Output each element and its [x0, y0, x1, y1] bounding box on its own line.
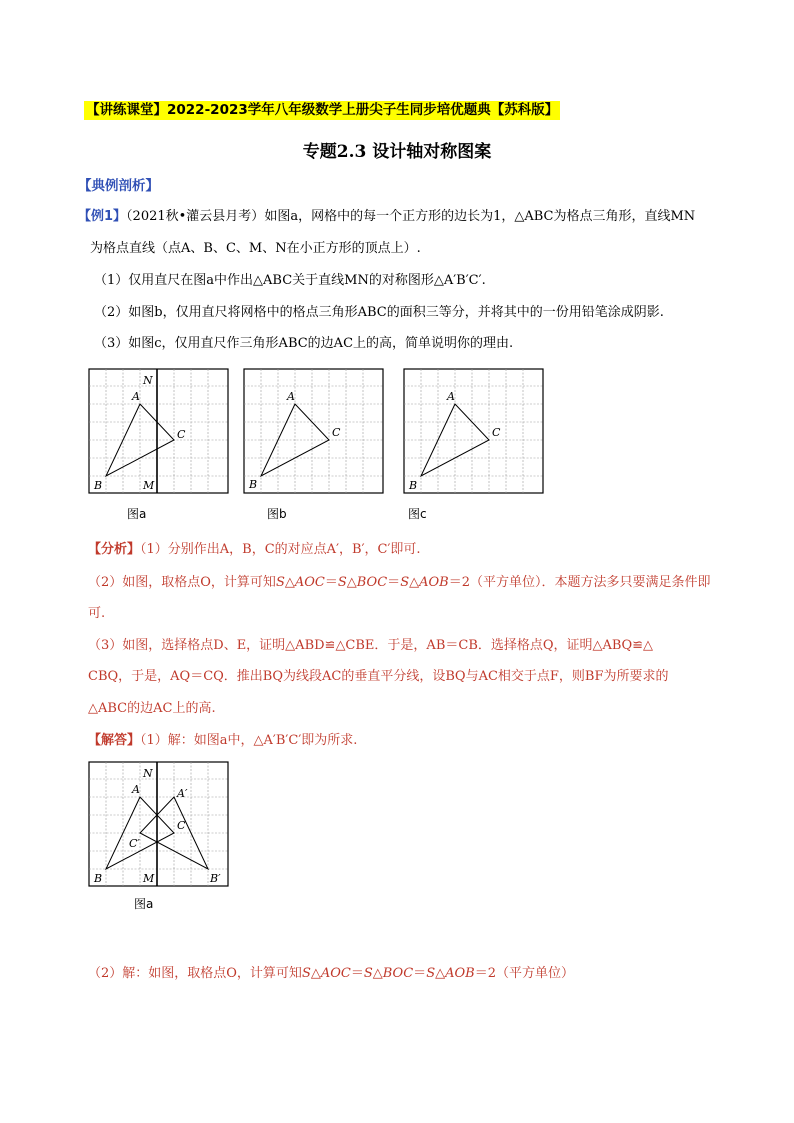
equals: ＝	[324, 575, 338, 590]
analysis-p3-line1: （3）如图，选择格点D、E，证明△ABD≌△CBE．于是，AB＝CB．选择格点Q，证明△ABQ≌△	[88, 638, 654, 653]
area-aoc: S△AOC	[275, 575, 325, 590]
solution-s2-suffix: ＝2（平方单位）	[474, 966, 574, 981]
equals: ＝	[387, 575, 401, 590]
label-a: A	[287, 390, 295, 403]
analysis-tag: 【分析】	[88, 542, 141, 557]
analysis-line1	[88, 538, 421, 557]
label-c-prime: C′	[129, 837, 140, 850]
analysis-p3-line2: CBQ，于是，AQ＝CQ．推出BQ为线段AC的垂直平分线，设BQ与AC相交于点F，则BF为所要求的	[88, 669, 669, 684]
figure-c	[403, 368, 545, 495]
label-c: C	[177, 819, 186, 832]
example-intro: 如图a，网格中的每一个正方形的边长为1，△ABC为格点三角形，直线MN	[264, 209, 696, 224]
area-aob: S△AOB	[400, 575, 449, 590]
label-b: B	[409, 479, 418, 492]
label-c: C	[177, 428, 186, 441]
section-heading: 【典例剖析】	[78, 178, 159, 194]
label-a: A	[132, 390, 140, 403]
label-b: B	[94, 479, 103, 492]
caption-a: 图a	[127, 507, 147, 521]
equals: ＝	[350, 966, 364, 981]
example-tag: 【例1】	[78, 209, 127, 224]
analysis-line2	[88, 571, 710, 590]
example-intro-line2: 为格点直线（点A、B、C、M、N在小正方形的顶点上）.	[90, 241, 421, 256]
label-m: M	[143, 479, 155, 492]
series-banner: 【讲练课堂】2022-2023学年八年级数学上册尖子生同步培优题典【苏科版】	[86, 102, 559, 118]
analysis-p3-line3: △ABC的边AC上的高.	[88, 701, 216, 716]
analysis-p1: （1）分别作出A，B，C的对应点A′，B′，C′即可.	[140, 542, 421, 557]
solution-s1: （1）解：如图a中，△A′B′C′即为所求.	[140, 733, 358, 748]
solution-line2	[88, 962, 574, 981]
label-m: M	[143, 872, 155, 885]
figure-b	[243, 368, 385, 495]
question-2: （2）如图b，仅用直尺将网格中的格点三角形ABC的面积三等分，并将其中的一份用铅笔涂成阴影.	[94, 305, 664, 320]
figure-a	[88, 368, 230, 495]
equals: ＝	[413, 966, 427, 981]
area-aoc: S△AOC	[301, 966, 351, 981]
analysis-p2-suffix: ＝2（平方单位）．本题方法多只要满足条件即	[448, 575, 711, 590]
label-n: N	[143, 374, 153, 387]
label-n: N	[143, 767, 153, 780]
page-title: 专题2.3 设计轴对称图案	[302, 142, 492, 162]
analysis-p2-end: 可.	[88, 606, 106, 621]
label-b: B	[94, 872, 103, 885]
label-a-prime: A′	[177, 787, 188, 800]
label-c: C	[332, 426, 341, 439]
solution-caption-a: 图a	[134, 897, 154, 911]
question-1: （1）仅用直尺在图a中作出△ABC关于直线MN的对称图形△A′B′C′.	[94, 273, 486, 288]
analysis-p2-prefix: （2）如图，取格点O，计算可知	[88, 575, 276, 590]
caption-b: 图b	[267, 507, 287, 521]
example-source: （2021秋•灌云县月考）	[126, 209, 265, 224]
label-a: A	[132, 783, 140, 796]
solution-s2-prefix: （2）解：如图，取格点O，计算可知	[88, 966, 302, 981]
area-aob: S△AOB	[426, 966, 475, 981]
area-boc: S△BOC	[363, 966, 414, 981]
label-c: C	[492, 426, 501, 439]
area-boc: S△BOC	[337, 575, 388, 590]
solution-tag: 【解答】	[88, 733, 141, 748]
label-b-prime: B′	[210, 872, 221, 885]
label-a: A	[447, 390, 455, 403]
solution-line1	[88, 729, 357, 748]
question-3: （3）如图c，仅用直尺作三角形ABC的边AC上的高，简单说明你的理由.	[94, 336, 514, 351]
solution-figure-a	[88, 761, 230, 888]
label-b: B	[249, 478, 258, 491]
example-intro-line1	[78, 207, 695, 227]
caption-c: 图c	[408, 507, 427, 521]
